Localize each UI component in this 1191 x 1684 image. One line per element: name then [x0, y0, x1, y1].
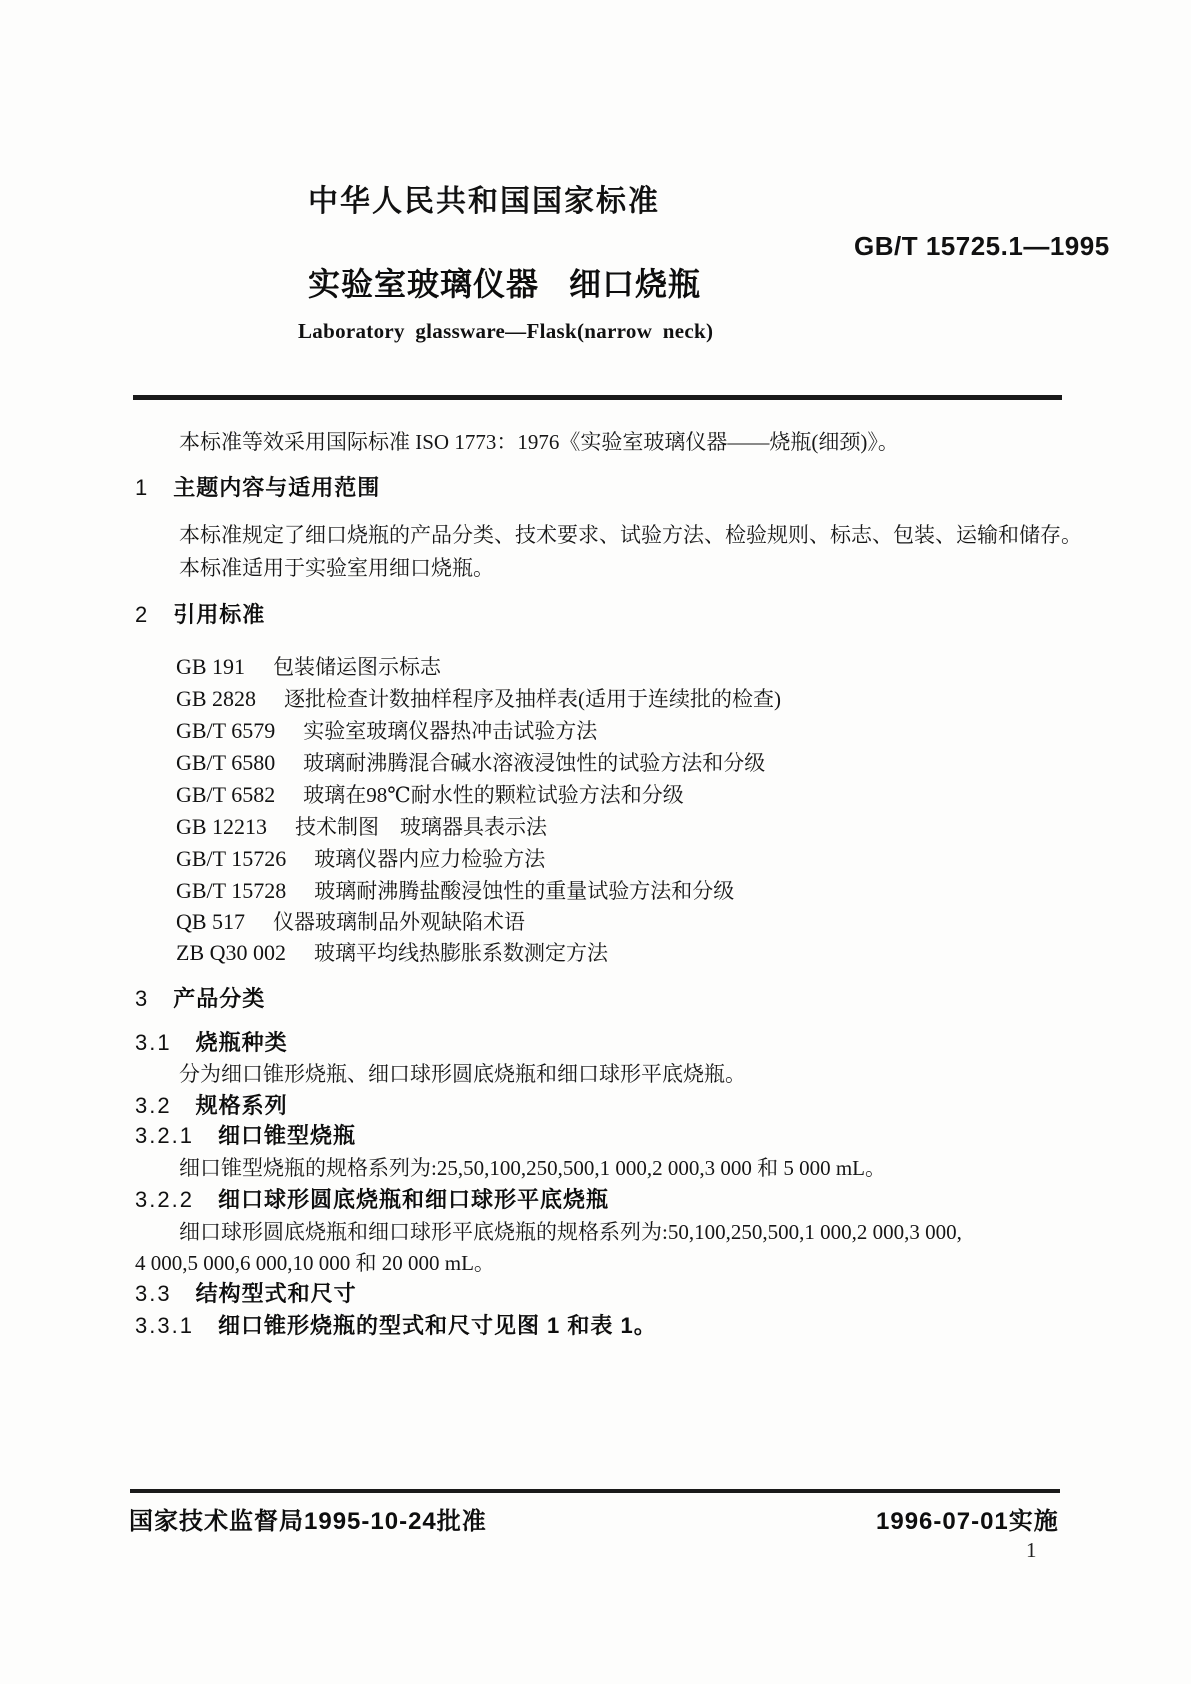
reference-title: 玻璃在98℃耐水性的颗粒试验方法和分级	[303, 783, 684, 807]
clause-3-2-1-title: 细口锥型烧瓶	[217, 1123, 356, 1148]
reference-code: GB 191	[176, 654, 246, 679]
clause-3-2-number: 3.2	[135, 1093, 172, 1118]
clause-3-2-2-number: 3.2.2	[135, 1187, 194, 1212]
reference-item	[176, 811, 547, 841]
reference-code: GB/T 15728	[176, 878, 287, 903]
approval-notice: 国家技术监督局1995-10-24批准	[129, 1508, 487, 1535]
section-3-title: 产品分类	[173, 986, 266, 1011]
reference-item	[176, 906, 525, 936]
section-3-heading	[135, 986, 265, 1012]
reference-title: 玻璃耐沸腾混合碱水溶液浸蚀性的试验方法和分级	[303, 751, 766, 775]
reference-title: 仪器玻璃制品外观缺陷术语	[273, 910, 526, 934]
reference-code: GB/T 6579	[176, 718, 276, 743]
clause-3-1-number: 3.1	[135, 1030, 172, 1055]
section-1-title: 主题内容与适用范围	[173, 475, 381, 500]
section-3-number: 3	[135, 986, 150, 1011]
reference-item	[176, 651, 441, 681]
reference-code: ZB Q30 002	[176, 940, 286, 965]
clause-3-3-1-title: 细口锥形烧瓶的型式和尺寸见图 1 和表 1。	[217, 1313, 657, 1338]
reference-code: QB 517	[176, 909, 246, 934]
reference-title: 逐批检查计数抽样程序及抽样表(适用于连续批的检查)	[284, 687, 782, 711]
clause-3-2-2-paragraph-line-1: 细口球形圆底烧瓶和细口球形平底烧瓶的规格系列为:50,100,250,500,1 000,2 000,3 000,	[179, 1220, 962, 1244]
footer-divider-rule	[130, 1489, 1060, 1493]
clause-3-3-title: 结构型式和尺寸	[195, 1281, 357, 1306]
section-1-paragraph-2: 本标准适用于实验室用细口烧瓶。	[179, 556, 494, 580]
clause-3-2-1-paragraph: 细口锥型烧瓶的规格系列为:25,50,100,250,500,1 000,2 000,3 000 和 5 000 mL。	[179, 1156, 886, 1180]
reference-title: 技术制图 玻璃器具表示法	[295, 815, 548, 839]
reference-title: 玻璃仪器内应力检验方法	[314, 847, 546, 871]
document-title-en: Laboratory glassware—Flask(narrow neck)	[298, 319, 714, 343]
clause-3-1-title: 烧瓶种类	[195, 1030, 288, 1055]
reference-title: 实验室玻璃仪器热冲击试验方法	[303, 719, 598, 743]
clause-3-2-1-heading	[135, 1123, 356, 1149]
clause-3-2-heading	[135, 1093, 288, 1119]
clause-3-2-2-paragraph-line-2: 4 000,5 000,6 000,10 000 和 20 000 mL。	[135, 1251, 495, 1275]
reference-item	[176, 715, 597, 745]
clause-3-3-number: 3.3	[135, 1281, 172, 1306]
clause-3-1-heading	[135, 1030, 288, 1056]
reference-code: GB/T 6582	[176, 782, 276, 807]
section-1-paragraph-1: 本标准规定了细口烧瓶的产品分类、技术要求、试验方法、检验规则、标志、包装、运输和储存。	[179, 523, 1082, 547]
reference-code: GB/T 15726	[176, 846, 287, 871]
clause-3-2-2-heading	[135, 1187, 609, 1213]
reference-item	[176, 747, 765, 777]
document-title-cn	[308, 259, 701, 305]
clause-3-3-1-number: 3.3.1	[135, 1313, 194, 1338]
section-2-title: 引用标准	[173, 602, 266, 627]
clause-3-3-heading	[135, 1281, 357, 1307]
clause-3-3-1-heading	[135, 1313, 657, 1339]
header-divider-rule	[133, 395, 1062, 400]
standard-number: GB/T 15725.1—1995	[854, 231, 1110, 261]
clause-3-2-2-title: 细口球形圆底烧瓶和细口球形平底烧瓶	[217, 1187, 609, 1212]
section-2-heading	[135, 602, 265, 628]
section-2-number: 2	[135, 602, 150, 627]
section-1-heading	[135, 475, 380, 501]
reference-code: GB 2828	[176, 686, 257, 711]
clause-3-2-title: 规格系列	[195, 1093, 288, 1118]
section-1-number: 1	[135, 475, 150, 500]
reference-code: GB 12213	[176, 814, 268, 839]
reference-item	[176, 683, 781, 713]
clause-3-2-1-number: 3.2.1	[135, 1123, 194, 1148]
reference-title: 玻璃耐沸腾盐酸浸蚀性的重量试验方法和分级	[314, 879, 735, 903]
document-title-cn-part1: 实验室玻璃仪器	[308, 266, 540, 302]
reference-item	[176, 779, 684, 809]
clause-3-1-paragraph: 分为细口锥形烧瓶、细口球形圆底烧瓶和细口球形平底烧瓶。	[179, 1062, 746, 1086]
intro-paragraph: 本标准等效采用国际标准 ISO 1773：1976《实验室玻璃仪器——烧瓶(细颈)》。	[179, 430, 899, 454]
page-number: 1	[1026, 1538, 1037, 1562]
reference-code: GB/T 6580	[176, 750, 276, 775]
reference-title: 玻璃平均线热膨胀系数测定方法	[314, 941, 608, 965]
reference-item	[176, 937, 608, 967]
reference-item	[176, 875, 734, 905]
implementation-notice: 1996-07-01实施	[876, 1508, 1059, 1535]
document-title-cn-part2: 细口烧瓶	[569, 266, 702, 302]
reference-title: 包装储运图示标志	[273, 655, 442, 679]
national-standard-banner: 中华人民共和国国家标准	[308, 185, 660, 218]
reference-item	[176, 843, 545, 873]
